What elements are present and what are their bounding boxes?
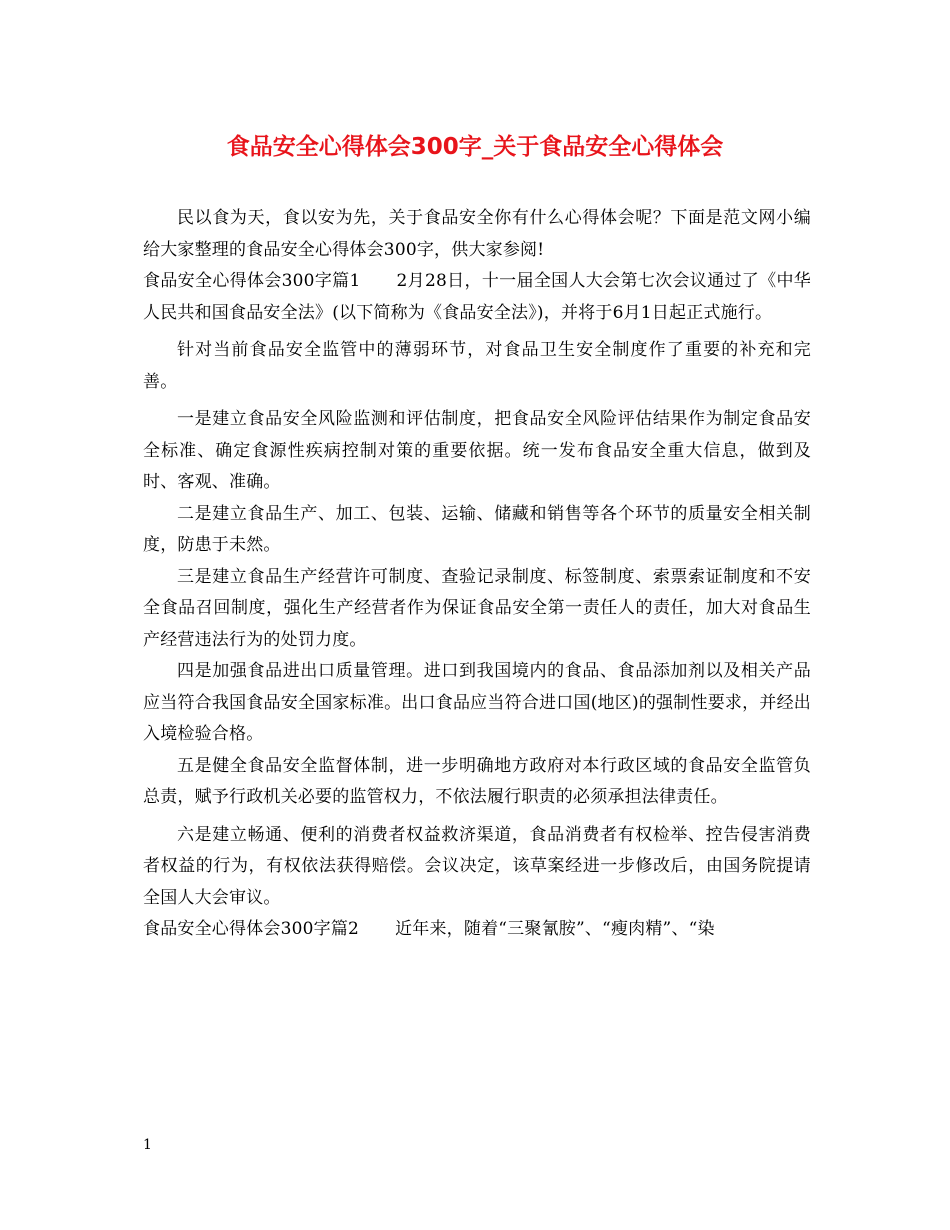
section-2-paragraph bbox=[143, 914, 811, 946]
paragraph-point-2: 二是建立食品生产、加工、包装、运输、储藏和销售等各个环节的质量安全相关制度，防患于未然。 bbox=[143, 503, 811, 555]
document-title: 食品安全心得体会300字_关于食品安全心得体会 bbox=[226, 134, 724, 160]
paragraph-point-1: 一是建立食品安全风险监测和评估制度，把食品安全风险评估结果作为制定食品安全标准、确定食源性疾病控制对策的重要依据。统一发布食品安全重大信息，做到及时、客观、准确。 bbox=[143, 409, 811, 492]
section-1-text: 2月28日，十一届全国人大会第七次会议通过了《中华人民共和国食品安全法》(以下简称为《食品安全法》)，并将于6月1日起正式施行。 bbox=[143, 271, 811, 323]
section-1-paragraph bbox=[143, 266, 811, 329]
section-2-heading: 食品安全心得体会300字篇2 bbox=[143, 919, 360, 939]
paragraph-point-5: 五是健全食品安全监督体制，进一步明确地方政府对本行政区域的食品安全监管负总责，赋予行政机关必要的监管权力，不依法履行职责的必须承担法律责任。 bbox=[143, 755, 811, 807]
document-body bbox=[143, 203, 811, 946]
page-number: 1 bbox=[143, 1137, 152, 1153]
paragraph-point-6: 六是建立畅通、便利的消费者权益救济渠道，食品消费者有权检举、控告侵害消费者权益的行为，有权依法获得赔偿。会议决定，该草案经进一步修改后，由国务院提请全国人大会审议。 bbox=[143, 824, 811, 908]
section-2-text: 近年来，随着“三聚氰胺”、“瘦肉精”、“染 bbox=[395, 919, 715, 939]
intro-paragraph: 民以食为天，食以安为先，关于食品安全你有什么心得体会呢？下面是范文网小编给大家整理的食品安全心得体会300字，供大家参阅! bbox=[143, 208, 811, 260]
paragraph-point-4: 四是加强食品进出口质量管理。进口到我国境内的食品、食品添加剂以及相关产品应当符合我国食品安全国家标准。出口食品应当符合进口国(地区)的强制性要求，并经出入境检验合格。 bbox=[143, 661, 811, 744]
section-1-heading: 食品安全心得体会300字篇1 bbox=[143, 271, 361, 291]
paragraph-overview: 针对当前食品安全监管中的薄弱环节，对食品卫生安全制度作了重要的补充和完善。 bbox=[143, 340, 811, 392]
paragraph-point-3: 三是建立食品生产经营许可制度、查验记录制度、标签制度、索票索证制度和不安全食品召回制度，强化生产经营者作为保证食品安全第一责任人的责任，加大对食品生产经营违法行为的处罚力度。 bbox=[143, 566, 811, 650]
